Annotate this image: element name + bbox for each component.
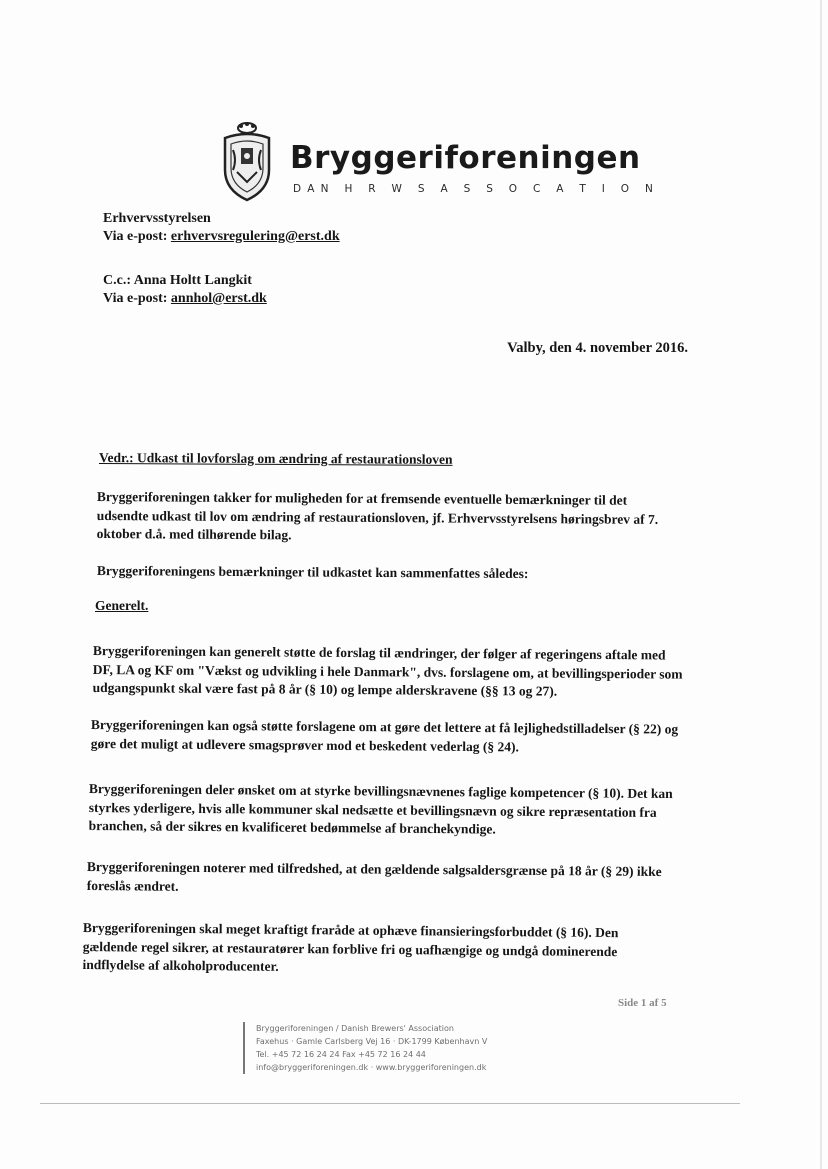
letter-subject: Vedr.: Udkast til lovforslag om ændring af restaurationsloven xyxy=(98,450,453,467)
paragraph-age-limit: Bryggeriforeningen noterer med tilfredshed, at den gældende salgsaldersgrænse på 18 år (§ 29) ikke foreslås ændret. xyxy=(86,858,662,894)
scan-edge-line xyxy=(40,1103,740,1104)
organisation-subtitle: DAN H R W S A S S O C A T I O N xyxy=(293,183,660,195)
cc-name: C.c.: Anna Holtt Langkit xyxy=(103,273,252,288)
footer-divider xyxy=(243,1022,245,1074)
scan-edge-shadow xyxy=(820,0,822,1169)
footer-organisation: Bryggeriforeningen / Danish Brewers' Association xyxy=(256,1024,454,1033)
paragraph-summary: Bryggeriforeningens bemærkninger til udkastet kan sammenfattes således: xyxy=(96,563,529,582)
paragraph-occasional-permits: Bryggeriforeningen kan også støtte forslagene om at gøre det lettere at få lejlighedstilladelser (§ 22) og gøre det muligt at udlevere smagsprøver mod et beskedent vederlag (§ 24). xyxy=(90,716,679,754)
letter-date: Valby, den 4. november 2016. xyxy=(507,340,688,356)
footer-phone: Tel. +45 72 16 24 24 Fax +45 72 16 24 44 xyxy=(256,1050,426,1059)
cc-email-line xyxy=(103,290,267,308)
recipient-email-link[interactable]: erhvervsregulering@erst.dk xyxy=(170,229,340,244)
paragraph-general-support: Bryggeriforeningen kan generelt støtte de forslag til ændringer, der følger af regeringens aftale med DF, LA og KF om "Vækst og udvikling i hele Danmark", dvs. forslagene om, at bevillingsperioder som udgangspunkt skal være fast på 8 år (§ 10) og lempe alderskravene (§§ 13 og 27). xyxy=(92,642,683,699)
paragraph-financing-ban: Bryggeriforeningen skal meget kraftigt fraråde at ophæve finansieringsforbuddet (§ 16). Den gældende regel sikrer, at restauratører kan forblive fri og uafhængige og undgå dominerende indflydelse af alkoholproducenter. xyxy=(82,919,619,974)
crest-icon xyxy=(219,120,275,202)
organisation-name: Bryggeriforeningen xyxy=(290,140,641,176)
footer-web[interactable]: info@bryggeriforeningen.dk · www.bryggeriforeningen.dk xyxy=(256,1063,487,1072)
paragraph-intro: Bryggeriforeningen takker for muligheden for at fremsende eventuelle bemærkninger til det udsendte udkast til lov om ændring af restaurationsloven, jf. Erhvervsstyrelsens høringsbrev af 7. oktober d.å. med tilhørende bilag. xyxy=(96,488,659,543)
recipient-name: Erhvervsstyrelsen xyxy=(103,211,211,226)
recipient-email-line xyxy=(103,228,340,246)
page-number: Side 1 af 5 xyxy=(618,997,667,1009)
cc-block xyxy=(103,272,267,308)
cc-email-link[interactable]: annhol@erst.dk xyxy=(170,291,267,306)
recipient-email-label: Via e-post: xyxy=(103,229,171,244)
cc-email-label: Via e-post: xyxy=(103,291,171,306)
recipient-block xyxy=(103,210,340,246)
footer-address: Faxehus · Gamle Carlsberg Vej 16 · DK-1799 København V xyxy=(256,1037,488,1046)
footer-contact xyxy=(256,1022,487,1074)
section-heading-general: Generelt. xyxy=(95,598,149,613)
paragraph-licensing-boards: Bryggeriforeningen deler ønsket om at styrke bevillingsnævnenes faglige kompetencer (§ 10). Det kan styrkes yderligere, hvis alle kommuner skal nedsætte et bevillingsnævn og sikre repræsentation fra branchen, så der sikres en kvalificeret bedømmelse af branchekyndige. xyxy=(88,780,673,837)
